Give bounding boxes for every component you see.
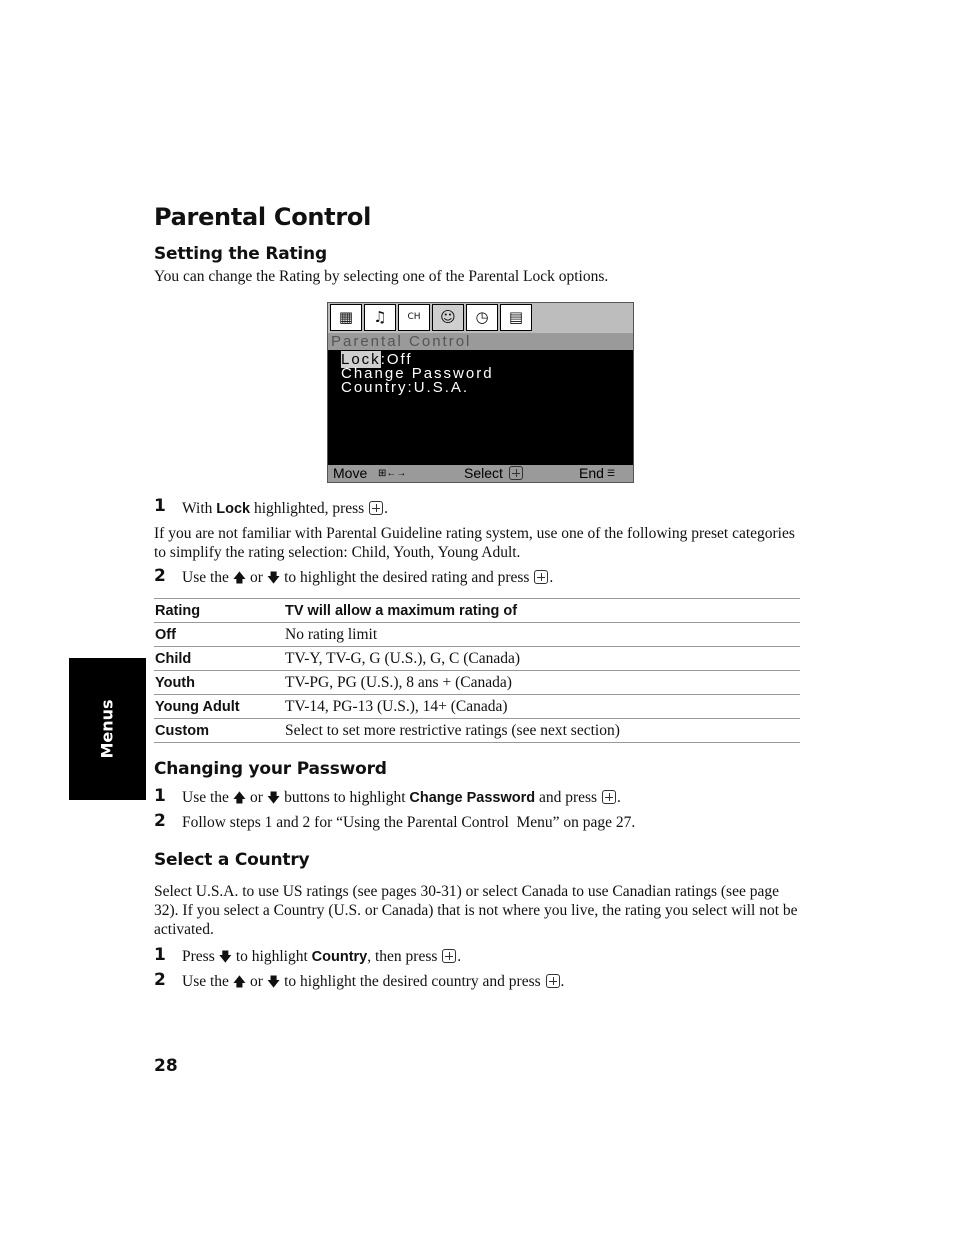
step-text: or	[246, 973, 267, 990]
side-tab-menus	[69, 658, 146, 800]
side-tab-label: Menus	[97, 699, 117, 759]
down-arrow-icon: 🡇	[266, 571, 281, 586]
step-text: to highlight the desired rating and press	[280, 569, 534, 586]
menu-icon: ☰	[607, 468, 616, 478]
setup-icon: ▤	[500, 304, 532, 331]
up-arrow-icon: 🡅	[232, 975, 247, 990]
step-text: Use the	[182, 789, 233, 806]
tv-menu-change-password: Change Password	[341, 365, 494, 382]
table-header: Rating	[154, 599, 284, 623]
rating-table	[154, 598, 800, 743]
step-text: or	[246, 789, 267, 806]
tv-menu-screen	[327, 302, 634, 483]
step-text: to highlight the desired country and press	[280, 973, 545, 990]
select-button-icon	[534, 570, 548, 584]
select-country-step2: Use the 🡅 or 🡇 to highlight the desired country and press .	[182, 973, 565, 990]
setting-rating-step1: With Lock highlighted, press .	[182, 500, 388, 517]
table-row	[154, 695, 800, 719]
table-header: TV will allow a maximum rating of	[284, 599, 800, 623]
audio-icon: ♫	[364, 304, 396, 331]
tv-icon-bar	[328, 303, 633, 333]
step-number: 1	[154, 786, 166, 806]
rating-name: Off	[154, 623, 284, 647]
step-bold: Country	[311, 949, 368, 965]
rating-description: TV-14, PG-13 (U.S.), 14+ (Canada)	[284, 695, 800, 719]
step-number: 2	[154, 811, 166, 831]
step-text: or	[246, 569, 267, 586]
rating-name: Custom	[154, 719, 284, 743]
step-text: Press	[182, 948, 219, 965]
changing-password-step2: Follow steps 1 and 2 for “Using the Parental Control Menu” on page 27.	[182, 814, 636, 831]
step-bold: Change Password	[409, 790, 536, 806]
tv-bar-end: End	[579, 465, 604, 481]
rating-description: TV-PG, PG (U.S.), 8 ans + (Canada)	[284, 671, 800, 695]
tv-menu-title: Parental Control	[328, 333, 633, 350]
timer-icon: ◷	[466, 304, 498, 331]
channel-icon: CH	[398, 304, 430, 331]
step-text: Use the	[182, 569, 233, 586]
step-text: highlighted, press	[250, 500, 369, 517]
select-button-icon	[442, 949, 456, 963]
step-text: to highlight	[231, 948, 312, 965]
down-arrow-icon: 🡇	[266, 975, 281, 990]
page-number: 28	[154, 1056, 178, 1076]
select-button-icon	[509, 466, 523, 480]
down-arrow-icon: 🡇	[218, 950, 232, 965]
step-number: 2	[154, 566, 166, 586]
rating-name: Child	[154, 647, 284, 671]
table-row	[154, 623, 800, 647]
rating-name: Young Adult	[154, 695, 284, 719]
table-row	[154, 671, 800, 695]
step-text: Use the	[182, 973, 233, 990]
step-text: , then press	[367, 948, 442, 965]
step-number: 2	[154, 970, 166, 990]
step-number: 1	[154, 496, 166, 516]
select-country-explanation: Select U.S.A. to use US ratings (see pages 30-31) or select Canada to use Canadian ratings (see page 32). If you select a Country (U.S. or Canada) that is not where you live, the rating you select will not be activated.	[154, 883, 798, 938]
step-text: With	[182, 500, 217, 517]
rating-description: TV-Y, TV-G, G (U.S.), G, C (Canada)	[284, 647, 800, 671]
table-row	[154, 647, 800, 671]
section-heading-select-country: Select a Country	[154, 850, 310, 870]
page-title: Parental Control	[154, 203, 372, 231]
up-arrow-icon: 🡅	[232, 571, 247, 586]
tv-bottom-bar	[328, 465, 633, 482]
select-button-icon	[546, 974, 560, 988]
step-number: 1	[154, 945, 166, 965]
setting-rating-intro: You can change the Rating by selecting one of the Parental Lock options.	[154, 268, 609, 285]
tv-bar-select: Select	[464, 465, 503, 481]
setting-rating-step2: Use the 🡅 or 🡇 to highlight the desired rating and press .	[182, 569, 554, 586]
rating-explanation: If you are not familiar with Parental Guideline rating system, use one of the following preset categories to simplify the rating selection: Child, Youth, Young Adult.	[154, 525, 795, 561]
table-row	[154, 719, 800, 743]
rating-name: Youth	[154, 671, 284, 695]
select-button-icon	[602, 790, 616, 804]
step-text: buttons to highlight	[280, 789, 410, 806]
down-arrow-icon: 🡇	[266, 791, 281, 806]
changing-password-step1: Use the 🡅 or 🡇 buttons to highlight Change Password and press .	[182, 789, 621, 806]
picture-icon: ▦	[330, 304, 362, 331]
section-heading-setting-rating: Setting the Rating	[154, 244, 327, 264]
tv-bar-move: Move	[333, 465, 368, 481]
tv-lock-label: Lock	[341, 351, 381, 368]
select-button-icon	[369, 501, 383, 515]
table-header-row	[154, 599, 800, 623]
tv-lock-value: :Off	[380, 351, 413, 368]
up-arrow-icon: 🡅	[232, 791, 247, 806]
select-country-step1: Press 🡇 to highlight Country, then press .	[182, 948, 462, 965]
move-arrows-icon: ⊞←→	[378, 468, 407, 479]
parental-icon: ☺	[432, 304, 464, 331]
section-heading-changing-password: Changing your Password	[154, 759, 387, 779]
step-bold: Lock	[216, 501, 251, 517]
step-text: and press	[535, 789, 601, 806]
rating-description: No rating limit	[284, 623, 800, 647]
tv-menu-country: Country:U.S.A.	[341, 379, 470, 396]
rating-description: Select to set more restrictive ratings (see next section)	[284, 719, 800, 743]
